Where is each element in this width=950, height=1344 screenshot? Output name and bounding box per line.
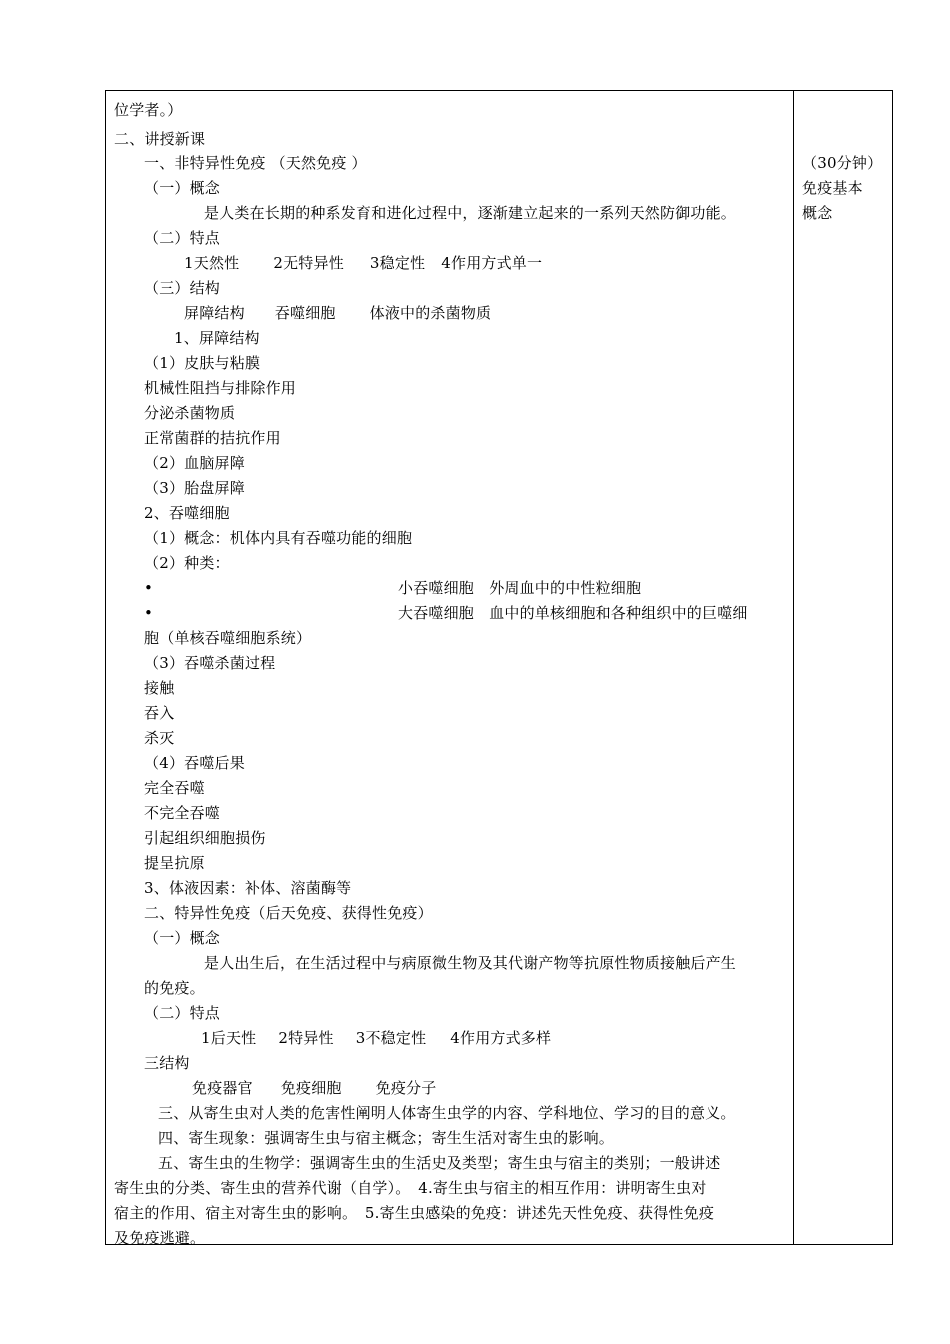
text-line: 分泌杀菌物质 — [144, 404, 236, 422]
text-line: 提呈抗原 — [144, 854, 205, 872]
text-line: 1、屏障结构 — [174, 329, 260, 347]
subsection-heading: （二）特点 — [144, 229, 221, 247]
text-line: 正常菌群的拮抗作用 — [144, 429, 281, 447]
text-line: （3）胎盘屏障 — [144, 479, 245, 497]
section-heading: 一、非特异性免疫 （天然免疫 ） — [144, 154, 367, 172]
text-line: （2）血脑屏障 — [144, 454, 245, 472]
subsection-heading: （一）概念 — [144, 179, 221, 197]
feature-item: 2无特异性 — [273, 254, 344, 272]
text-line: 完全吞噬 — [144, 779, 205, 797]
text-line: 四、寄生现象：强调寄生虫与宿主概念；寄生生活对寄生虫的影响。 — [158, 1129, 615, 1147]
text-line: 是人类在长期的种系发育和进化过程中，逐渐建立起来的一系列天然防御功能。 — [204, 204, 737, 222]
features-row — [184, 253, 542, 273]
feature-item: 4作用方式单一 — [441, 254, 543, 272]
text-line: 大吞噬细胞 血中的单核细胞和各种组织中的巨噬细 — [398, 604, 748, 622]
structure-row — [192, 1078, 436, 1098]
text-line: （2）种类： — [144, 554, 230, 572]
text-line: 三、从寄生虫对人类的危害性阐明人体寄生虫学的内容、学科地位、学习的目的意义。 — [158, 1104, 736, 1122]
text-line: 杀灭 — [144, 729, 175, 747]
topic-note: 免疫基本 — [802, 179, 863, 197]
text-line: 小吞噬细胞 外周血中的中性粒细胞 — [398, 579, 642, 597]
subsection-heading: 三结构 — [144, 1054, 190, 1072]
content-column — [106, 91, 793, 1247]
text-line: 不完全吞噬 — [144, 804, 221, 822]
text-line: 3、体液因素：补体、溶菌酶等 — [144, 879, 352, 897]
structure-item: 屏障结构 — [184, 304, 245, 322]
feature-item: 2特异性 — [278, 1029, 334, 1047]
subsection-heading: （二）特点 — [144, 1004, 221, 1022]
text-line: 是人出生后，在生活过程中与病原微生物及其代谢产物等抗原性物质接触后产生 — [204, 954, 737, 972]
bullet-icon: • — [144, 579, 154, 597]
subsection-heading: （一）概念 — [144, 929, 221, 947]
text-line: （1）概念：机体内具有吞噬功能的细胞 — [144, 529, 413, 547]
text-line: 及免疫逃避。 — [114, 1229, 206, 1247]
text-line: （4）吞噬后果 — [144, 754, 245, 772]
features-row — [201, 1028, 551, 1048]
structure-row — [184, 303, 491, 323]
section-heading: 二、讲授新课 — [114, 130, 206, 148]
bullet-icon: • — [144, 604, 154, 622]
structure-item: 免疫器官 — [192, 1079, 253, 1097]
text-line: 胞（单核吞噬细胞系统） — [144, 629, 312, 647]
text-line: （1）皮肤与粘膜 — [144, 354, 261, 372]
section-heading: 二、特异性免疫（后天免疫、获得性免疫） — [144, 904, 433, 922]
time-note: （30分钟） — [802, 154, 883, 172]
topic-note: 概念 — [802, 204, 833, 222]
feature-item: 3不稳定性 — [355, 1029, 427, 1047]
subsection-heading: （三）结构 — [144, 279, 221, 297]
text-line: 接触 — [144, 679, 175, 697]
text-line: 的免疫。 — [144, 979, 205, 997]
structure-item: 免疫分子 — [375, 1079, 437, 1097]
text-line: 位学者。） — [114, 101, 183, 119]
structure-item: 体液中的杀菌物质 — [369, 304, 492, 322]
text-line: 五、寄生虫的生物学：强调寄生虫的生活史及类型；寄生虫与宿主的类别；一般讲述 — [158, 1154, 721, 1172]
feature-item: 4作用方式多样 — [450, 1029, 552, 1047]
feature-item: 1天然性 — [184, 254, 240, 272]
notes-column — [794, 91, 892, 1244]
text-line: （3）吞噬杀菌过程 — [144, 654, 276, 672]
text-line: 2、吞噬细胞 — [144, 504, 230, 522]
text-line: 宿主的作用、宿主对寄生虫的影响。 5.寄生虫感染的免疫：讲述先天性免疫、获得性免疫 — [114, 1204, 715, 1222]
text-line: 寄生虫的分类、寄生虫的营养代谢（自学）。 4.寄生虫与宿主的相互作用：讲明寄生虫对 — [114, 1179, 707, 1197]
structure-item: 免疫细胞 — [280, 1079, 342, 1097]
structure-item: 吞噬细胞 — [274, 304, 336, 322]
text-line: 引起组织细胞损伤 — [144, 829, 266, 847]
feature-item: 3稳定性 — [369, 254, 426, 272]
feature-item: 1后天性 — [201, 1029, 257, 1047]
lesson-table — [105, 90, 893, 1245]
text-line: 吞入 — [144, 704, 175, 722]
text-line: 机械性阻挡与排除作用 — [144, 379, 297, 397]
